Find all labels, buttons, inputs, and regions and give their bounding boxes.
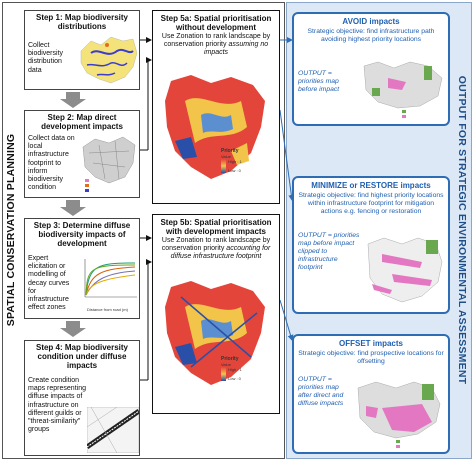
avoid-objective: Strategic objective: find infrastructure path avoiding highest priority locations [307, 28, 435, 43]
priority-legend-title: Priority [221, 148, 239, 154]
step5b-title: Step 5b: Spatial prioritisation with development impacts [160, 218, 272, 236]
priority-gradient-b [221, 367, 226, 381]
offset-box [292, 334, 450, 454]
step4-box [24, 340, 140, 456]
avoid-box [292, 12, 450, 126]
priority-gradient [221, 159, 226, 173]
priority-low: Low : 0 [228, 168, 241, 173]
step2-text: Collect data on local infrastructure footprint to inform biodiversity condition [28, 135, 75, 192]
minimize-output-map [362, 234, 446, 312]
step2-box [24, 110, 140, 198]
priority-low-b: Low : 0 [228, 376, 241, 381]
minimize-objective: Strategic objective: find highest priority locations within infrastructure footprint for mitigation actions e.g. fencing or restoration [298, 192, 444, 215]
step5a-box [152, 10, 280, 204]
step3-title: Step 3: Determine diffuse biodiversity impacts of development [33, 221, 131, 248]
priority-legend-sub-b: Value [221, 362, 231, 367]
step1-text: Collect biodiversity distribution data [28, 42, 64, 74]
step5a-text-italic: assuming no impacts [203, 41, 269, 57]
step4-condition-map [87, 407, 139, 453]
step5b-text [153, 236, 279, 262]
priority-legend-sub: Value [221, 154, 231, 159]
step5a-text [153, 32, 279, 58]
avoid-title: AVOID impacts [342, 17, 400, 26]
minimize-box [292, 176, 450, 314]
step1-title: Step 1: Map biodiversity distributions [35, 13, 129, 31]
avoid-output-map [358, 58, 446, 122]
avoid-output: OUTPUT = priorities map before impact [298, 70, 340, 93]
step4-text: Create condition maps representing diffuse impacts of infrastructure on different guilds or "threat-similarity" groups [28, 377, 86, 434]
priority-high: High : 1 [228, 159, 242, 164]
step2-title: Step 2: Map direct development impacts [41, 113, 123, 131]
step3-text: Expert elicitation or modelling of decay curves for infrastructure effect zones [28, 255, 70, 312]
priority-legend-title-b: Priority [221, 356, 239, 362]
right-title-text: OUTPUT FOR STRATEGIC ENVIRONMENTAL ASSESSMENT [456, 75, 468, 385]
step5a-title: Step 5a: Spatial prioritisation without development [160, 14, 272, 32]
step5a-legend [221, 149, 271, 173]
step4-title: Step 4: Map biodiversity condition under diffuse impacts [35, 343, 129, 370]
step1-box [24, 10, 140, 90]
step5b-legend [221, 357, 271, 381]
step5b-text-main: Use Zonation to rank landscape by conservation priority [161, 237, 271, 253]
step5a-priority-map [161, 71, 271, 201]
step3-box [24, 218, 140, 319]
minimize-output: OUTPUT = priorities map before impact clipped to infrastructure footprint [298, 232, 360, 271]
step5b-text-italic: accounting for diffuse infrastructure footprint [170, 245, 271, 261]
offset-objective: Strategic objective: find prospective locations for offsetting [298, 350, 444, 365]
step2-footprint-map [79, 133, 139, 195]
left-title-text: SPATIAL CONSERVATION PLANNING [5, 133, 17, 327]
step3-decay-curves [77, 255, 139, 307]
step1-distribution-map [77, 33, 139, 87]
offset-title: OFFSET impacts [338, 339, 403, 348]
offset-output: OUTPUT = priorities map after direct and diffuse impacts [298, 376, 344, 407]
offset-output-map [352, 378, 446, 452]
step5a-text-main: Use Zonation to rank landscape by conservation priority [161, 33, 271, 49]
step5b-priority-map [161, 277, 271, 407]
step3-x-axis-label: Distance from road (m) [87, 307, 128, 312]
minimize-title: MINIMIZE or RESTORE impacts [311, 181, 431, 190]
step5b-box [152, 214, 280, 414]
priority-high-b: High : 1 [228, 367, 242, 372]
